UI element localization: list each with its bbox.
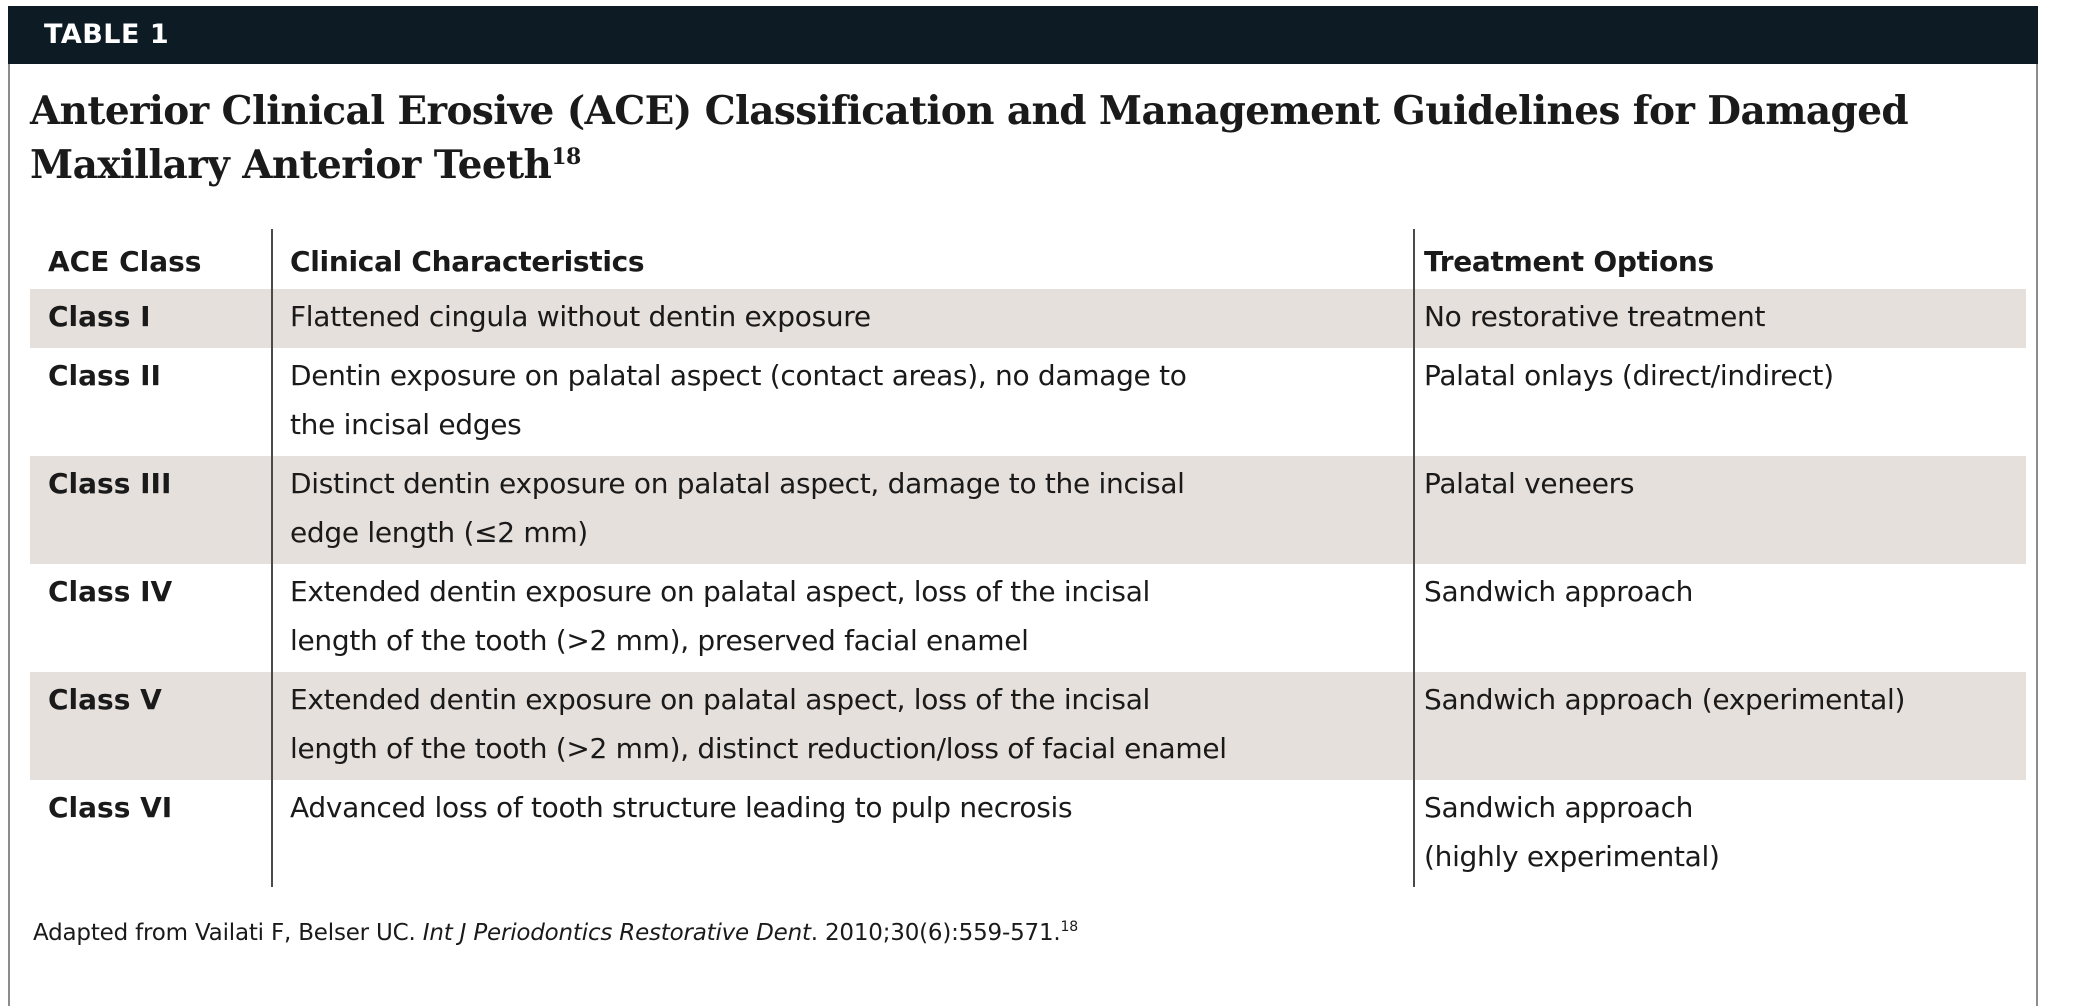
table-title-line-2 <box>30 138 1930 192</box>
treatment-line: Palatal onlays (direct/indirect) <box>1424 359 1834 392</box>
table-label-bar <box>8 6 2038 64</box>
table-row <box>30 456 2026 564</box>
treatment-line: Sandwich approach <box>1424 575 1694 608</box>
ace-class-cell: Class IV <box>48 575 173 608</box>
treatment-options-cell <box>1408 289 2026 348</box>
treatment-line: Palatal veneers <box>1424 467 1635 500</box>
table-row <box>30 348 2026 456</box>
footnote-reference: 18 <box>1060 919 1078 935</box>
footnote-prefix: Adapted from Vailati F, Belser UC. <box>33 920 423 946</box>
clinical-characteristics-cell <box>272 564 1408 672</box>
treatment-options-cell <box>1408 564 2026 672</box>
column-header-treatment-options: Treatment Options <box>1424 245 1714 278</box>
table-row <box>30 672 2026 780</box>
clinical-characteristics-cell <box>272 672 1408 780</box>
treatment-options-cell <box>1408 780 2026 888</box>
ace-class-cell: Class V <box>48 683 162 716</box>
column-divider <box>1413 229 1415 887</box>
title-reference: 18 <box>551 144 581 170</box>
table-footnote <box>33 918 1078 948</box>
characteristics-line: Flattened cingula without dentin exposure <box>290 300 871 333</box>
treatment-line: (highly experimental) <box>1424 840 1720 873</box>
ace-class-cell: Class I <box>48 300 151 333</box>
clinical-characteristics-cell <box>272 348 1408 456</box>
table-title-line-2-text: Maxillary Anterior Teeth <box>30 142 552 188</box>
footnote-suffix: . 2010;30(6):559-571. <box>810 920 1061 946</box>
table-title <box>30 84 1930 192</box>
clinical-characteristics-cell <box>272 289 1408 348</box>
characteristics-line: Distinct dentin exposure on palatal aspect, damage to the incisal <box>290 467 1185 500</box>
treatment-line: Sandwich approach <box>1424 791 1694 824</box>
characteristics-line: length of the tooth (>2 mm), preserved facial enamel <box>290 624 1029 657</box>
treatment-options-cell <box>1408 456 2026 564</box>
ace-class-cell: Class VI <box>48 791 173 824</box>
treatment-line: Sandwich approach (experimental) <box>1424 683 1906 716</box>
column-header-clinical-characteristics: Clinical Characteristics <box>290 245 645 278</box>
footnote-journal: Int J Periodontics Restorative Dent <box>422 920 811 946</box>
characteristics-line: Dentin exposure on palatal aspect (contact areas), no damage to <box>290 359 1187 392</box>
table-label: TABLE 1 <box>44 19 170 50</box>
characteristics-line: Extended dentin exposure on palatal aspect, loss of the incisal <box>290 575 1151 608</box>
table-header-row <box>30 229 2026 289</box>
treatment-line: No restorative treatment <box>1424 300 1766 333</box>
clinical-characteristics-cell <box>272 780 1408 888</box>
table-row <box>30 564 2026 672</box>
classification-table <box>30 229 2026 888</box>
table-title-line-1: Anterior Clinical Erosive (ACE) Classification and Management Guidelines for Damaged <box>30 88 1909 134</box>
characteristics-line: length of the tooth (>2 mm), distinct reduction/loss of facial enamel <box>290 732 1227 765</box>
table-row <box>30 289 2026 348</box>
characteristics-line: Advanced loss of tooth structure leading to pulp necrosis <box>290 791 1073 824</box>
column-divider <box>271 229 273 887</box>
ace-class-cell: Class III <box>48 467 172 500</box>
characteristics-line: edge length (≤2 mm) <box>290 516 588 549</box>
characteristics-line: the incisal edges <box>290 408 522 441</box>
treatment-options-cell <box>1408 672 2026 780</box>
treatment-options-cell <box>1408 348 2026 456</box>
ace-class-cell: Class II <box>48 359 161 392</box>
table-row <box>30 780 2026 888</box>
column-header-ace-class: ACE Class <box>48 245 202 278</box>
characteristics-line: Extended dentin exposure on palatal aspect, loss of the incisal <box>290 683 1151 716</box>
clinical-characteristics-cell <box>272 456 1408 564</box>
